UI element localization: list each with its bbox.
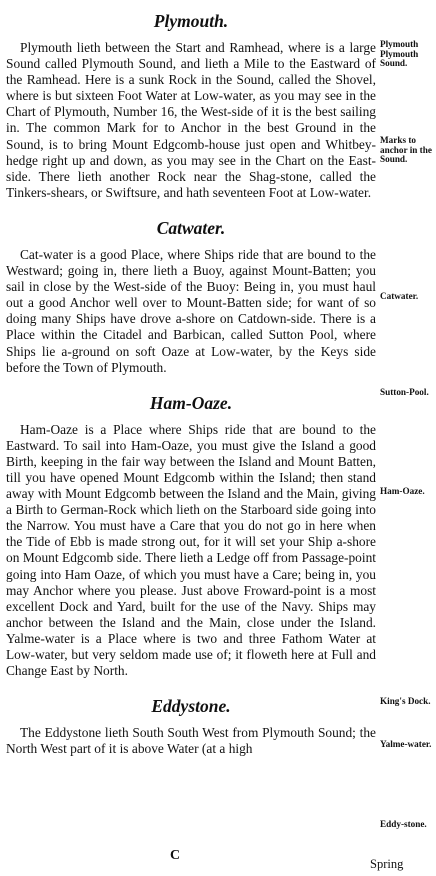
section-heading: Plymouth.	[153, 11, 229, 31]
section-paragraph: The Eddystone lieth South South West from Plymouth Sound; the North West part of it is above Water (at a high	[6, 725, 376, 757]
margin-note: King's Dock.	[380, 696, 431, 706]
section-heading: Eddystone.	[151, 696, 231, 717]
section-paragraph: Cat-water is a good Place, where Ships ride that are bound to the Westward; going in, there lieth a Buoy, against Mount-Batten; you sail in close by the West-side of the Buoy: Being in, you must haul out a good Anchor well over to Mount-Batten side; for want of so doing many Ships have drove a-shore on Catdown-side. There is a Place within the Citadel and Barbican, called Sutton Pool, where Ships lie a-ground on soft Oaze at Low-water, by the Keys side before the Town of Plymouth.	[6, 246, 376, 375]
section-ham-oaze	[6, 392, 376, 680]
section-heading: Catwater.	[156, 217, 226, 238]
margin-note: Catwater.	[380, 291, 419, 301]
signature-mark: C	[170, 848, 181, 863]
main-column	[6, 10, 376, 773]
section-paragraph: Plymouth lieth between the Start and Ramhead, where is a large Sound called Plymouth Sound, and lieth a Mile to the Eastward of the Ramhead. Here is a sunk Rock in the Sound, called the Shovel, where is but sixteen Foot Water at Low-water, as you may see in the Chart of Plymouth, Number 16, the West-side of it is the best sailing in. The common Mark for to Anchor in the best Ground in the Sound, is to bring Mount Edgcomb-house just open and Whitbey-hedge right up and down, as you may see in the Chart on the East-side. There lieth another Rock near the Shag-stone, called the Tinkers-shears, or Swiftsure, and hath seventeen Foot at Low-water.	[6, 40, 376, 200]
margin-note: Yalme-water.	[380, 739, 432, 749]
section-plymouth	[6, 10, 376, 201]
margin-note: Marks to anchor in the Sound.	[380, 135, 432, 165]
section-eddystone	[6, 695, 376, 757]
section-catwater	[6, 217, 376, 376]
margin-note: Ham-Oaze.	[380, 486, 425, 496]
margin-note: Sutton-Pool.	[380, 387, 429, 397]
margin-note: Eddy-stone.	[380, 819, 427, 829]
margin-note: Plymouth Plymouth Sound.	[380, 39, 419, 69]
catchword: Spring	[370, 857, 404, 871]
section-heading: Ham-Oaze.	[149, 392, 233, 413]
section-paragraph: Ham-Oaze is a Place where Ships ride that are bound to the Eastward. To sail into Ham-Oaze, you must give the Island a good Birth, keeping in the fair way between the Island and Mount Batten, till you have opened Mount Edgcomb within the Island; then stand away with Mount Edgcomb between the Island and the Main, giving a Birth to German-Rock which lieth on the Starboard side going into the Narrow. You must have a Care that you do not go in here when the Tide of Ebb is made strong out, for it will set your Ship a-shore on Mount Edgcomb side. There lieth a Ledge off from Passage-point going into Ham Oaze, of which you must have a Care; being in, you may Anchor where you please. Just above Froward-point is a most excellent Dock and Yard, built for the use of the Navy. Ships may anchor between the Island and the Main, close under the Island. Yalme-water is a Place where is two and three Fathom Water at Low-water, but very seldom made use of; it floweth here at Full and Change East by North.	[6, 421, 376, 679]
